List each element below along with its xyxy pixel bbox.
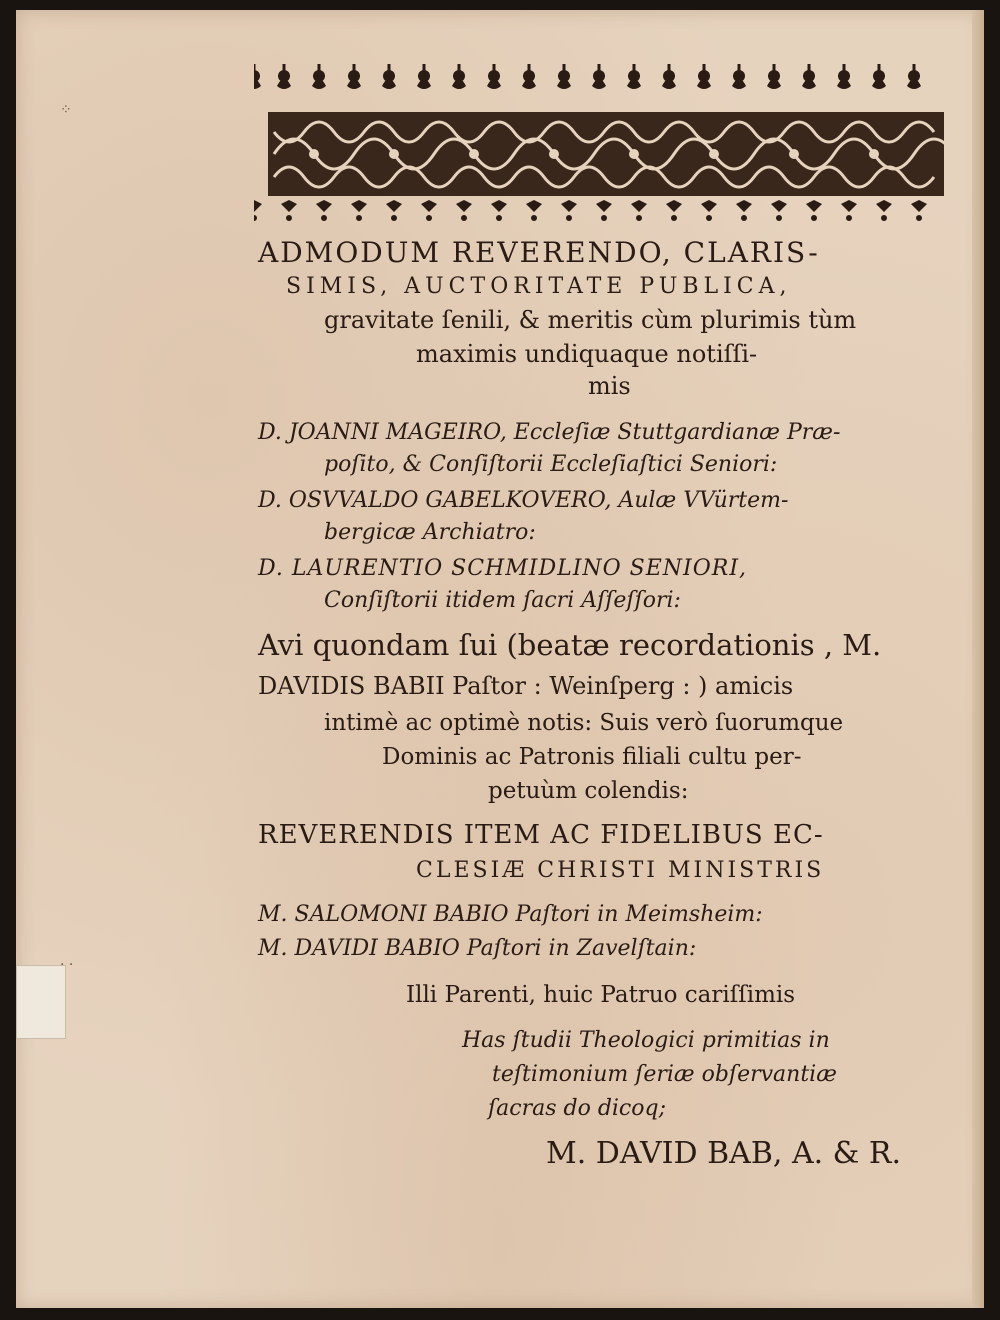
fleuron-row-top — [254, 64, 261, 89]
closing-line-1: Has ſtudii Theologici primitias in — [462, 1028, 830, 1053]
recipient-2-line-a: D. OSVVALDO GABELKOVERO, Aulæ VVürtem- — [258, 488, 789, 513]
minister-2: M. DAVIDI BABIO Paſtori in Zavelſtain: — [258, 936, 697, 961]
avi-line-2: DAVIDIS BABII Paſtor : Weinſperg : ) amicis — [258, 672, 794, 700]
ministers-heading-2: CLESIÆ CHRISTI MINISTRIS — [416, 858, 825, 883]
document-page — [16, 10, 984, 1308]
recipient-1-line-a: D. JOANNI MAGEIRO, Eccleſiæ Stuttgardianæ Præ- — [258, 420, 841, 445]
stain-mark: ⁘ — [60, 102, 72, 118]
recipient-2-line-b: bergicæ Archiatro: — [324, 520, 536, 545]
avi-line-4: Dominis ac Patronis filiali cultu per- — [382, 744, 802, 770]
dedication-line-2: SIMIS, AUCTORITATE PUBLICA, — [286, 274, 792, 299]
ministers-heading-1: REVERENDIS ITEM AC FIDELIBUS EC- — [258, 820, 824, 850]
closing-line-2: teſtimonium ſeriæ obſervantiæ — [492, 1062, 837, 1087]
dedication-line-4: maximis undiquaque notiſſi- — [416, 340, 758, 368]
signature: M. DAVID BAB, A. & R. — [546, 1136, 902, 1171]
dedication-line-1: ADMODUM REVERENDO, CLARIS- — [258, 236, 820, 269]
stain-mark: · · — [60, 957, 74, 973]
dedication-line-5: mis — [588, 372, 631, 400]
avi-line-3: intimè ac optimè notis: Suis verò ſuorumque — [324, 710, 844, 736]
recipient-1-line-b: poſito, & Conſiſtorii Eccleſiaſtici Seniori: — [324, 452, 778, 477]
dedication-line-3: gravitate ſenili, & meritis cùm plurimis tùm — [324, 306, 857, 334]
avi-line-5: petuùm colendis: — [488, 778, 689, 804]
closing-line-3: ſacras do dicoq; — [488, 1096, 666, 1121]
page-edge — [972, 10, 984, 1308]
decorative-ornament-band — [254, 62, 954, 232]
recipient-3-line-a: D. LAURENTIO SCHMIDLINO SENIORI, — [258, 556, 748, 581]
minister-1: M. SALOMONI BABIO Paſtori in Meimsheim: — [258, 902, 763, 927]
avi-line-1: Avi quondam ſui (beatæ recordationis , M. — [258, 628, 882, 662]
recipient-3-line-b: Conſiſtorii itidem ſacri Aſſeſſori: — [324, 588, 681, 613]
parents-line: Illi Parenti, huic Patruo cariſſimis — [406, 982, 796, 1008]
paper-tab — [16, 965, 66, 1039]
